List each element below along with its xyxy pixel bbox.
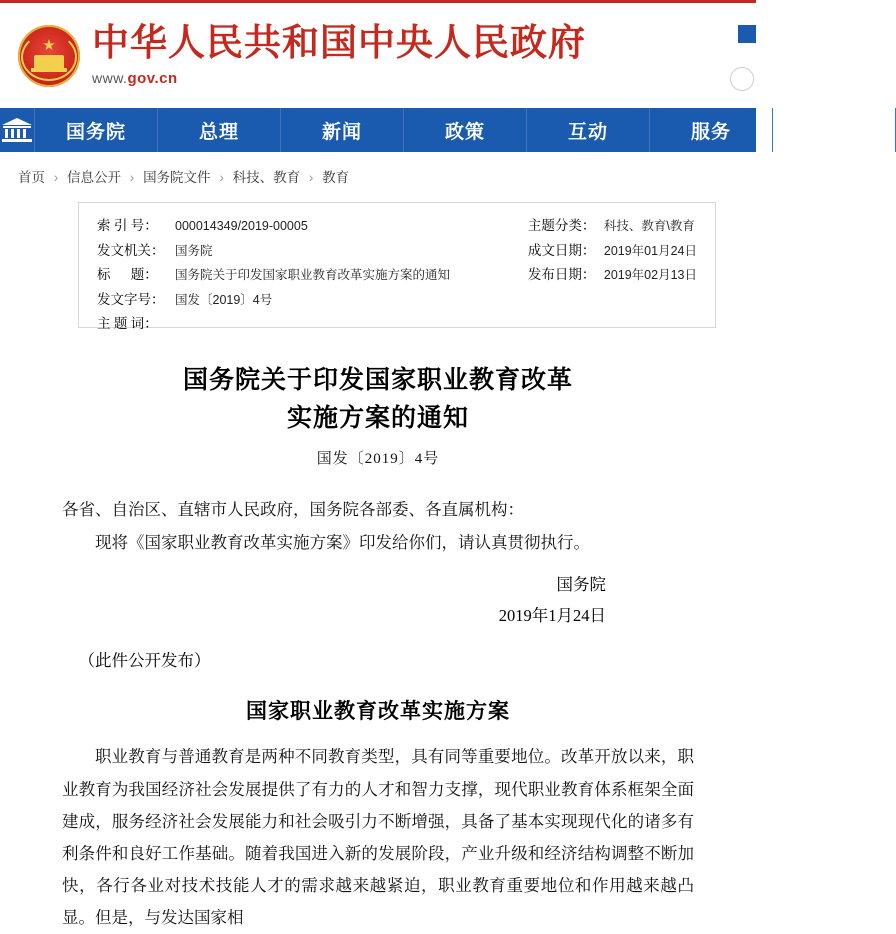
meta-label: 主题分类： xyxy=(527,218,596,233)
nav-item-5[interactable]: 服务 xyxy=(650,108,773,152)
signature-block xyxy=(62,569,694,632)
meta-row xyxy=(97,291,450,309)
nav-item-3[interactable]: 政策 xyxy=(404,108,527,152)
meta-label: 标 题： xyxy=(97,267,158,283)
meta-value: 国务院 xyxy=(175,243,213,258)
meta-row xyxy=(97,217,450,235)
recipients-line: 各省、自治区、直辖市人民政府，国务院各部委、各直属机构： xyxy=(62,500,524,519)
breadcrumb-separator: › xyxy=(308,170,314,185)
breadcrumb-separator: › xyxy=(219,170,224,185)
meta-row xyxy=(97,266,450,284)
breadcrumb-item-2[interactable]: 国务院文件 xyxy=(143,170,211,185)
meta-column-right xyxy=(528,217,697,315)
breadcrumb-item-1[interactable]: 信息公开 xyxy=(67,170,122,185)
sign-date: 2019年1月24日 xyxy=(498,606,606,626)
meta-row xyxy=(97,315,450,333)
site-domain xyxy=(92,70,586,87)
meta-column-left xyxy=(97,217,451,332)
meta-label: 发文机关： xyxy=(97,242,165,258)
site-title-block xyxy=(92,23,586,87)
breadcrumb-item-4[interactable]: 教育 xyxy=(322,170,350,185)
meta-row xyxy=(528,266,697,284)
meta-value: 2019年01月24日 xyxy=(603,243,697,258)
search-icon[interactable] xyxy=(730,67,754,91)
header-blue-block[interactable] xyxy=(738,25,756,43)
breadcrumb-separator: › xyxy=(129,170,135,185)
meta-value: 国务院关于印发国家职业教育改革实施方案的通知 xyxy=(175,268,451,283)
page-title xyxy=(62,362,694,437)
intro-line: 现将《国家职业教育改革实施方案》印发给你们，请认真贯彻执行。 xyxy=(95,533,590,553)
signer: 国务院 xyxy=(556,574,606,594)
document-subtitle: 国家职业教育改革实施方案 xyxy=(246,699,510,724)
page-title-line-2: 实施方案的通知 xyxy=(286,404,469,432)
public-release-note: （此件公开发布） xyxy=(78,651,211,671)
national-emblem-icon: ★ xyxy=(18,25,80,87)
meta-row xyxy=(528,242,697,260)
site-domain-prefix: www. xyxy=(92,69,128,86)
site-title: 中华人民共和国中央人民政府 xyxy=(92,23,586,64)
header-right-controls xyxy=(732,11,756,103)
breadcrumb-separator: › xyxy=(53,170,59,185)
nav-item-2[interactable]: 新闻 xyxy=(281,108,404,152)
main-navigation xyxy=(0,108,854,152)
nav-item-1[interactable]: 总理 xyxy=(158,108,281,152)
meta-label: 发布日期： xyxy=(527,267,596,283)
meta-label: 发文字号： xyxy=(97,291,165,307)
nav-item-0[interactable]: 国务院 xyxy=(35,108,158,152)
document-meta-table xyxy=(78,202,716,332)
meta-value: 2019年02月13日 xyxy=(603,268,697,283)
document-article xyxy=(62,362,694,934)
meta-label: 主 题 词： xyxy=(97,316,158,332)
page-title-line-1: 国务院关于印发国家职业教育改革 xyxy=(182,367,573,394)
document-body xyxy=(62,494,694,559)
document-number: 国发〔2019〕4号 xyxy=(316,451,440,467)
meta-label: 成文日期： xyxy=(527,242,596,258)
site-domain-main: gov.cn xyxy=(127,69,178,87)
site-header xyxy=(0,0,756,108)
nav-home-button[interactable] xyxy=(0,108,35,152)
meta-label: 索 引 号： xyxy=(97,218,158,233)
meta-value: 科技、教育\教育 xyxy=(603,219,695,233)
meta-row xyxy=(528,217,697,235)
nav-item-6[interactable]: 数据 xyxy=(773,108,896,152)
meta-value: 000014349/2019-00005 xyxy=(175,219,308,233)
nav-item-4[interactable]: 互动 xyxy=(527,108,650,152)
body-paragraph-1: 职业教育与普通教育是两种不同教育类型，具有同等重要地位。改革开放以来，职业教育为我国经济社会发展提供了有力的人才和智力支撑，现代职业教育体系框架全面建成，服务经济社会发展能力和社会吸引力不断增强，具备了基本实现现代化的诸多有利条件和良好工作基础。随着我国进入新的发展阶段，产业升级和经济结构调整不断加快，各行各业对技术技能人才的需求越来越紧迫，职业教育重要地位和作用越来越凸显。但是，与发达国家相 xyxy=(62,747,694,928)
meta-row xyxy=(97,242,450,260)
meta-value: 国发〔2019〕4号 xyxy=(175,292,273,307)
breadcrumb-item-3[interactable]: 科技、教育 xyxy=(232,170,301,185)
gov-building-icon xyxy=(0,117,34,143)
breadcrumb xyxy=(0,152,756,198)
breadcrumb-item-0[interactable]: 首页 xyxy=(18,170,45,185)
